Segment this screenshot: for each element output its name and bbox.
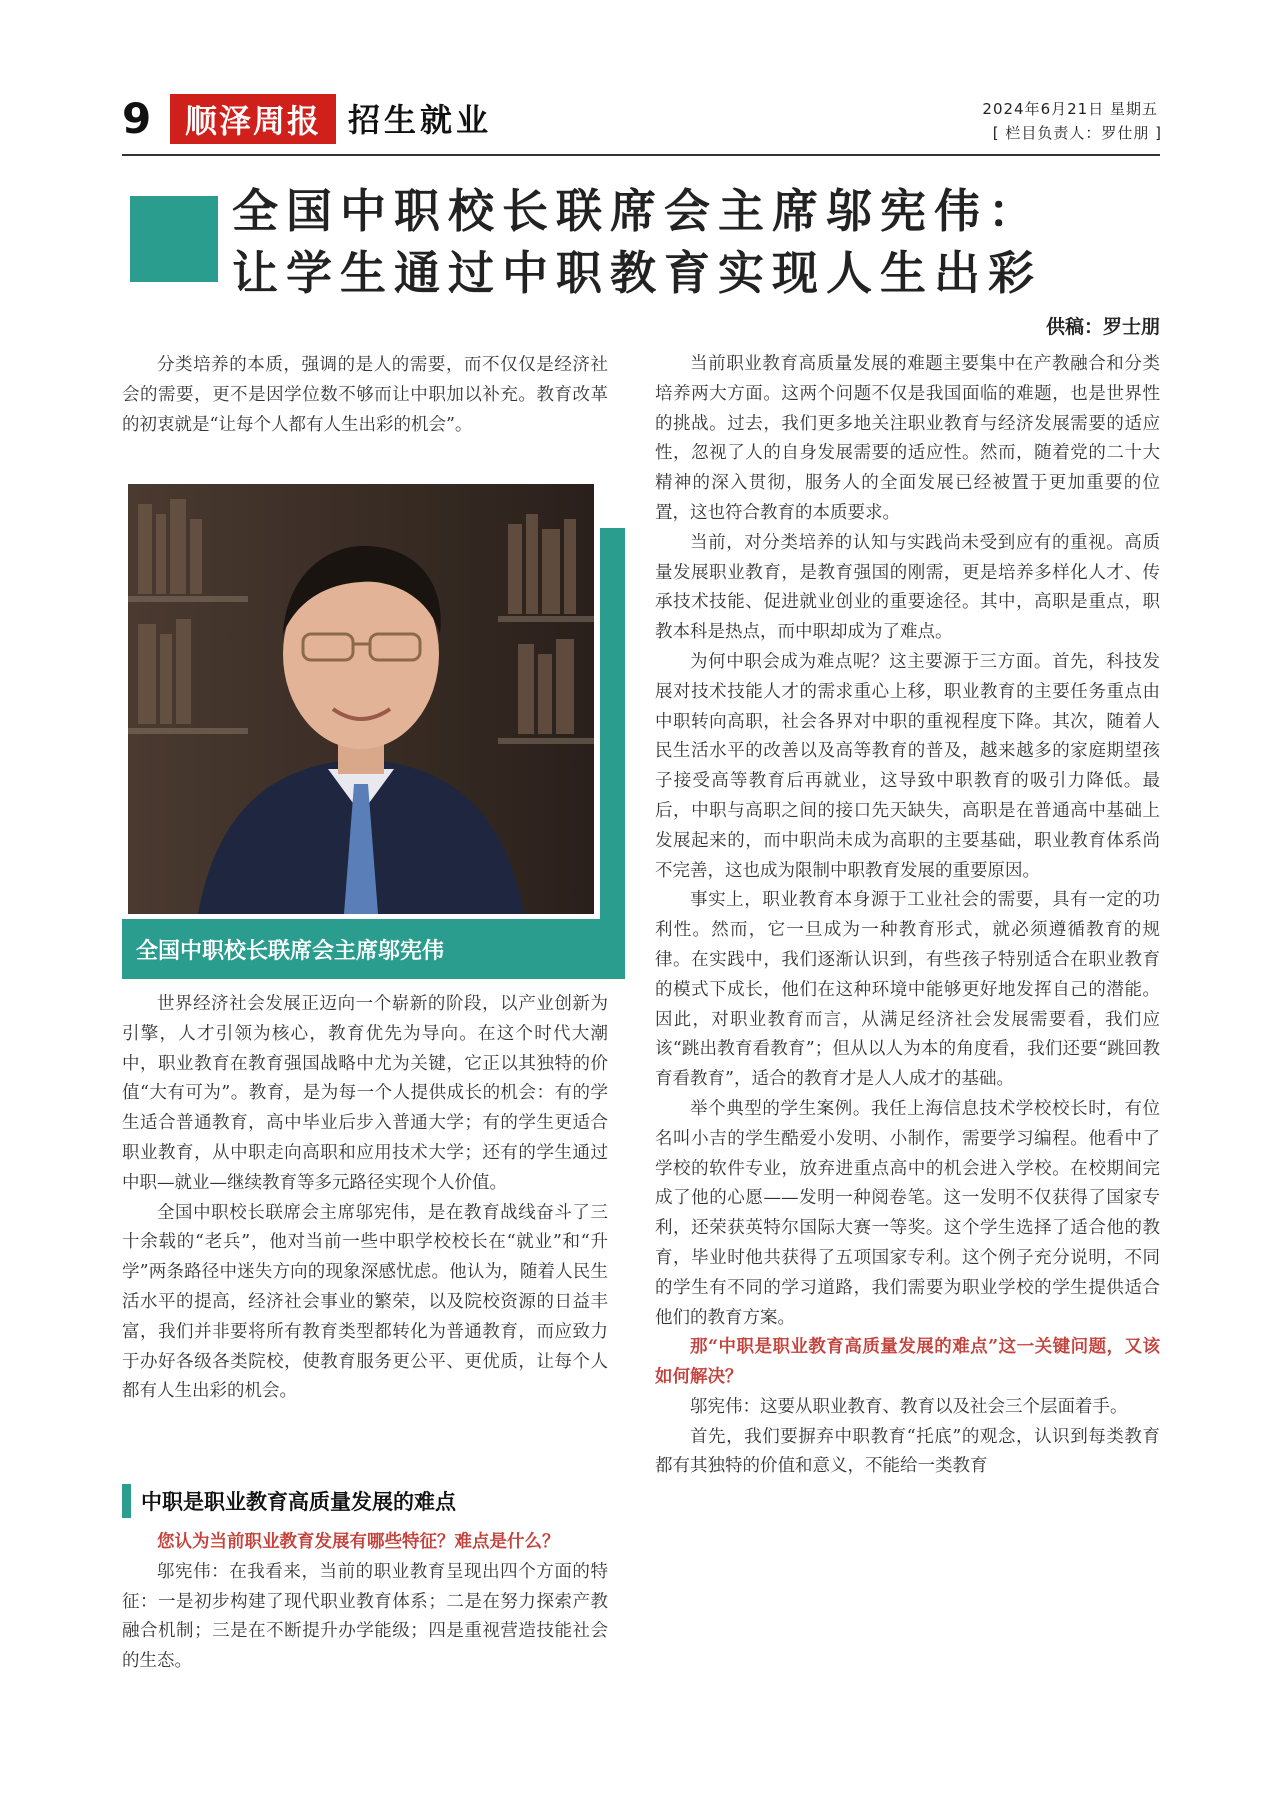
photo-accent-bar (600, 528, 625, 978)
body-paragraph: 举个典型的学生案例。我任上海信息技术学校校长时，有位名叫小吉的学生酷爱小发明、小制作，需要学习编程。他看中了学校的软件专业，放弃进重点高中的机会进入学校。在校期间完成了他的心愿——发明一种阅卷笔。这一发明不仅获得了国家专利，还荣获英特尔国际大赛一等奖。这个学生选择了适合他的教育，毕业时他共获得了五项国家专利。这个例子充分说明，不同的学生有不同的学习道路，我们需要为职业学校的学生提供适合他们的教育方案。 (655, 1098, 1160, 1328)
photo-caption-bar (122, 919, 625, 979)
photo-caption: 全国中职校长联席会主席邬宪伟 (136, 938, 445, 964)
column-editor: [ 栏目负责人：罗仕朋 ] (992, 124, 1162, 142)
headline-line-1: 全国中职校长联席会主席邬宪伟： (232, 184, 1042, 238)
right-column-body (655, 350, 1160, 1482)
byline: 供稿：罗士朋 (1045, 316, 1160, 338)
section-title: 招生就业 (348, 101, 493, 139)
body-paragraph: 当前，对分类培养的认知与实践尚未受到应有的重视。高质量发展职业教育，是教育强国的刚需，更是培养多样化人才、传承技术技能、促进就业创业的重要途径。其中，高职是重点，职教本科是热点，而中职却成为了难点。 (655, 532, 1160, 643)
body-paragraph: 世界经济社会发展正迈向一个崭新的阶段，以产业创新为引擎，人才引领为核心，教育优先为导向。在这个时代大潮中，职业教育在教育强国战略中尤为关键，它正以其独特的价值“大有可为”。教育，是为每一个人提供成长的机会：有的学生适合普通教育，高中毕业后步入普通大学；有的学生更适合职业教育，从中职走向高职和应用技术大学；还有的学生通过中职—就业—继续教育等多元路径实现个人价值。 (122, 994, 608, 1193)
body-paragraph: 事实上，职业教育本身源于工业社会的需要，具有一定的功利性。然而，它一旦成为一种教育形式，就必须遵循教育的规律。在实践中，我们逐渐认识到，有些孩子特别适合在职业教育的模式下成长，他们在这种环境中能够更好地发挥自己的潜能。因此，对职业教育而言，从满足经济社会发展需要看，我们应该“跳出教育看教育”；但从以人为本的角度看，我们还要“跳回教育看教育”，适合的教育才是人人成才的基础。 (655, 890, 1160, 1090)
interview-answer: 邬宪伟：这要从职业教育、教育以及社会三个层面着手。 (690, 1396, 1128, 1417)
header-divider (122, 154, 1160, 156)
section-subheading (122, 1484, 608, 1518)
intro-paragraph: 分类培养的本质，强调的是人的需要，而不仅仅是经济社会的需要，更不是因学位数不够而让中职加以补充。教育改革的初衷就是“让每个人都有人生出彩的机会”。 (122, 355, 608, 435)
body-paragraph: 为何中职会成为难点呢？这主要源于三方面。首先，科技发展对技术技能人才的需求重心上移，职业教育的主要任务重点由中职转向高职，社会各界对中职的重视程度下降。其次，随着人民生活水平的改善以及高等教育的普及，越来越多的家庭期望孩子接受高等教育后再就业，这导致中职教育的吸引力降低。最后，中职与高职之间的接口先天缺失，高职是在普通高中基础上发展起来的，而中职尚未成为高职的主要基础，职业教育体系尚不完善，这也成为限制中职教育发展的重要原因。 (655, 651, 1160, 881)
issue-date: 2024年6月21日 星期五 (982, 100, 1158, 118)
portrait-photo (128, 484, 594, 914)
subheading-text: 中职是职业教育高质量发展的难点 (141, 1490, 456, 1514)
body-paragraph: 全国中职校长联席会主席邬宪伟，是在教育战线奋斗了三十余载的“老兵”，他对当前一些中职学校校长在“就业”和“升学”两条路径中迷失方向的现象深感忧虑。他认为，随着人民生活水平的提高，经济社会事业的繁荣，以及院校资源的日益丰富，我们并非要将所有教育类型都转化为普通教育，而应致力于办好各级各类院校，使教育服务更公平、更优质，让每个人都有人生出彩的机会。 (122, 1202, 608, 1402)
headline-accent-block (130, 196, 218, 282)
interview-question: 您认为当前职业教育发展有哪些特征？难点是什么？ (157, 1532, 560, 1552)
page-number: 9 (122, 94, 152, 143)
left-column-body (122, 990, 608, 1407)
interview-answer: 邬宪伟：在我看来，当前的职业教育呈现出四个方面的特征：一是初步构建了现代职业教育体系；二是在努力探索产教融合机制；三是在不断提升办学能级；四是重视营造技能社会的生态。 (122, 1561, 608, 1672)
logo-text: 顺泽周报 (184, 102, 321, 140)
body-paragraph: 当前职业教育高质量发展的难题主要集中在产教融合和分类培养两大方面。这两个问题不仅是我国面临的难题，也是世界性的挑战。过去，我们更多地关注职业教育与经济发展需要的适应性，忽视了人的自身发展需要的适应性。然而，随着党的二十大精神的深入贯彻，服务人的全面发展已经被置于更加重要的位置，这也符合教育的本质要求。 (655, 354, 1160, 523)
headline-line-2: 让学生通过中职教育实现人生出彩 (232, 246, 1042, 300)
portrait-illustration (128, 484, 594, 914)
subheading-accent-bar (122, 1484, 131, 1518)
qa-block-1 (122, 1528, 608, 1677)
headline (232, 180, 1162, 304)
article-intro (122, 351, 608, 440)
body-paragraph: 首先，我们要摒弃中职教育“托底”的观念，认识到每类教育都有其独特的价值和意义，不能给一类教育 (655, 1426, 1160, 1477)
interview-question: 那“中职是职业教育高质量发展的难点”这一关键问题，又该如何解决？ (655, 1337, 1160, 1388)
newspaper-logo (170, 94, 336, 144)
